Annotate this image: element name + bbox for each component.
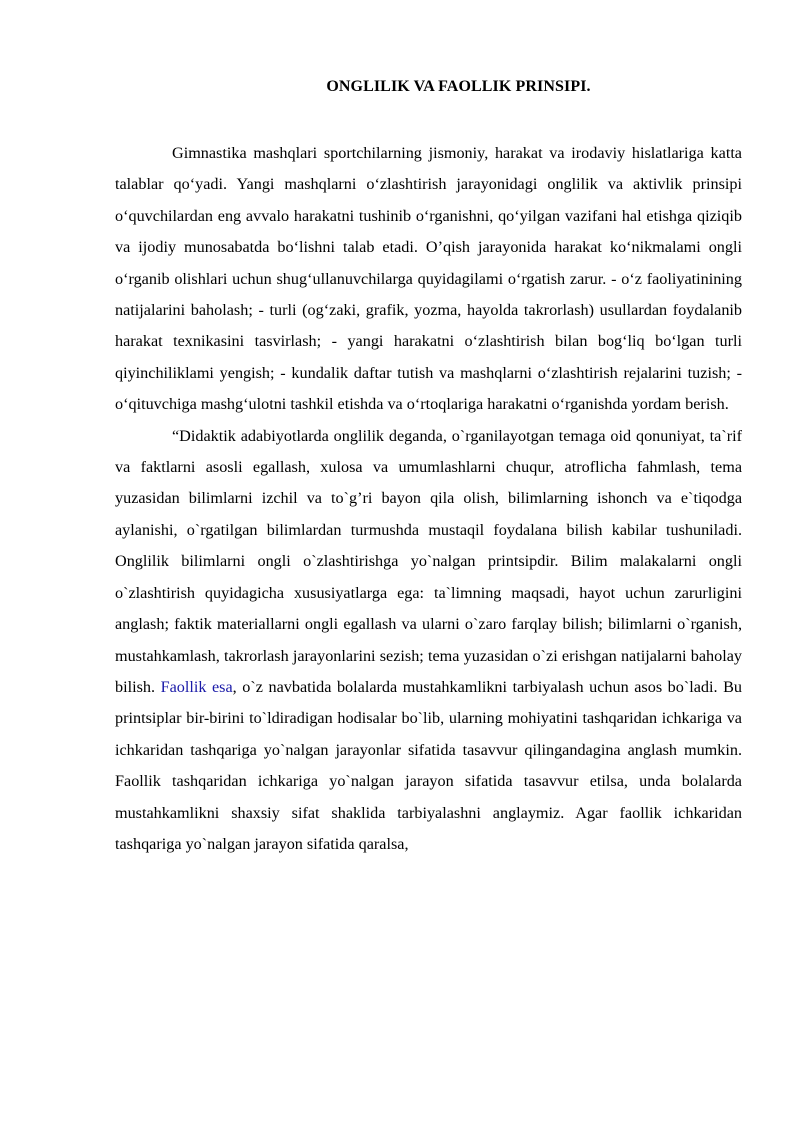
highlighted-term: Faollik esa: [160, 677, 233, 696]
paragraph-gymnastics: [115, 138, 742, 421]
paragraph-text-after: , o`z navbatida bolalarda mustahkamlikni tarbiyalash uchun asos bo`ladi. Bu printsiplar bir-birini to`ldiradigan hodisalar bo`lib, ularning mohiyatini tashqaridan ichkariga va ichkaridan tashqariga yo`nalgan jarayonlar sifatida tasavvur qilingandagina anglash mumkin. Faollik tashqaridan ichkariga yo`nalgan jarayon sifatida tasavvur etilsa, unda bolalarda mustahkamlikni shaxsiy sifat shaklida tarbiyalashni anglaymiz. Agar faollik ichkaridan tashqariga yo`nalgan jarayon sifatida qaralsa,: [115, 677, 742, 853]
document-body: [115, 138, 742, 860]
page-title: ONGLILIK VA FAOLLIK PRINSIPI.: [326, 78, 591, 95]
paragraph-didactic: [115, 421, 742, 861]
paragraph-text: Gimnastika mashqlari sportchilarning jismoniy, harakat va irodaviy hislatlariga katta talablar qo‘yadi. Yangi mashqlarni o‘zlashtirish jarayonidagi onglilik va aktivlik prinsipi o‘quvchilardan eng avvalo harakatni tushinib o‘rganishni, qo‘yilgan vazifani hal etishga qiziqib va ijodiy munosabatda bo‘lishni talab etadi. O’qish jarayonida harakat ko‘nikmalami ongli o‘rganib olishlari uchun shug‘ullanuvchilarga quyidagilami o‘rgatish zarur. - o‘z faoliyatinining natijalarini baholash; - turli (og‘zaki, grafik, yozma, hayolda takrorlash) usullardan foydalanib harakat texnikasini tasvirlash; - yangi harakatni o‘zlashtirish bilan bog‘liq bo‘lgan turli qiyinchiliklami yengish; - kundalik daftar tutish va mashqlarni o‘zlashtirish rejalarini tuzish; - o‘qituvchiga mashg‘ulotni tashkil etishda va o‘rtoqlariga harakatni o‘rganishda yordam berish.: [115, 144, 742, 414]
paragraph-text-before: “Didaktik adabiyotlarda onglilik deganda, o`rganilayotgan temaga oid qonuniyat, ta`rif va faktlarni asosli egallash, xulosa va umumlashlarni chuqur, atroflicha fahmlash, tema yuzasidan bilimlarni izchil va to`g’ri bayon qila olish, bilimlarning ishonch va e`tiqodga aylanishi, o`rgatilgan bilimlardan turmushda mustaqil foydalana bilish kabilar tushuniladi. Onglilik bilimlarni ongli o`zlashtirishga yo`nalgan printsipdir. Bilim malakalarni ongli o`zlashtirish quyidagicha xususiyatlarga ega: ta`limning maqsadi, hayot uchun zarurligini anglash; faktik materiallarni ongli egallash va ularni o`zaro farqlay bilish; bilimlarni o`rganish, mustahkamlash, takrorlash jarayonlarini sezish; tema yuzasidan o`zi erishgan natijalarni baholay bilish.: [115, 426, 742, 696]
